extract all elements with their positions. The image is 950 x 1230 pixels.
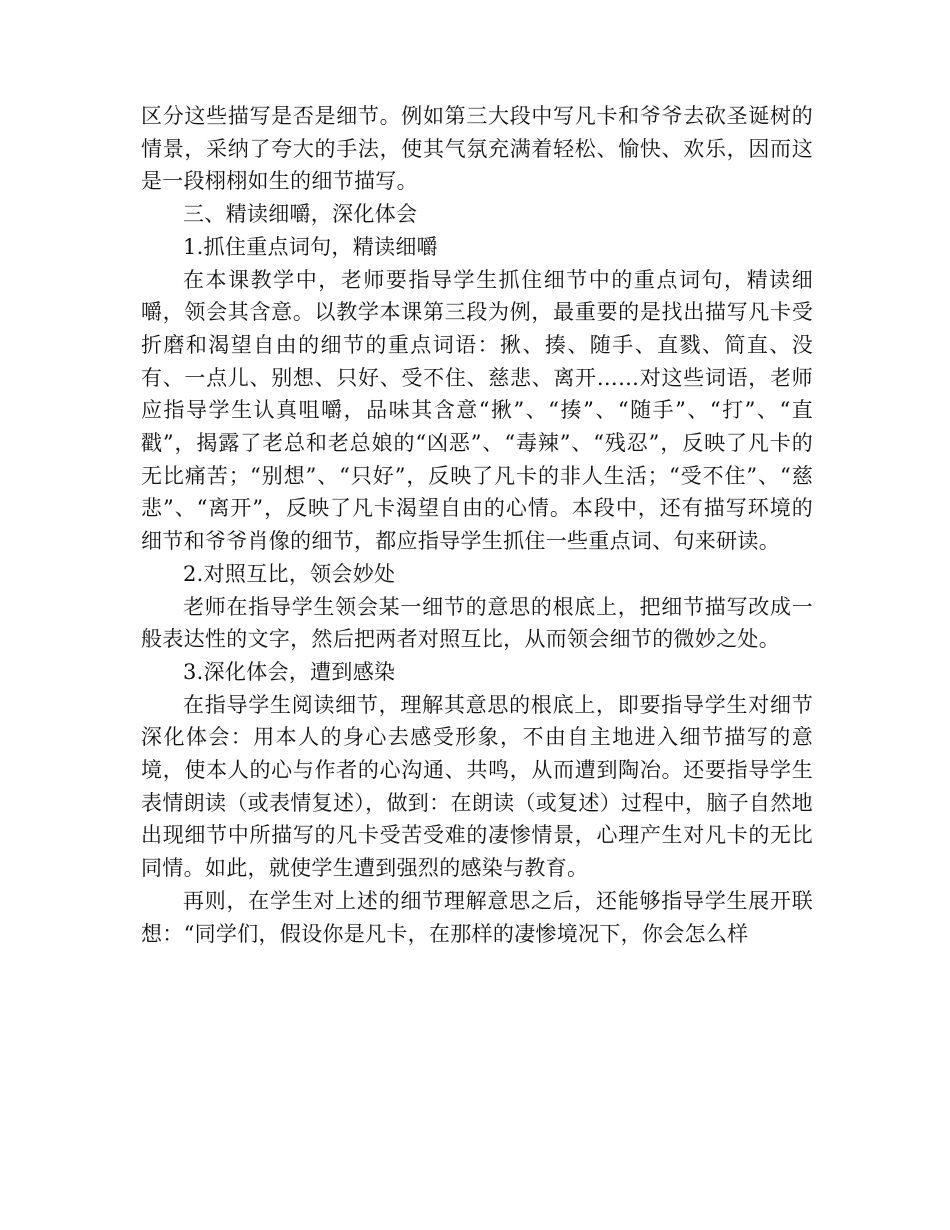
document-page [141,100,813,950]
paragraph-deep-experience: 在指导学生阅读细节，理解其意思的根底上，即要指导学生对细节深化体会：用本人的身心去感受形象，不由自主地进入细节描写的意境，使本人的心与作者的心沟通、共鸣，从而遭到陶冶。还要指导学生表情朗读（或表情复述），做到：在朗读（或复述）过程中，脑子自然地出现细节中所描写的凡卡受苦受难的凄惨情景，心理产生对凡卡的无比同情。如此，就使学生遭到强烈的感染与教育。 [141,692,813,881]
subheading-3: 3.深化体会，遭到感染 [183,659,396,684]
paragraph-comparison: 老师在指导学生领会某一细节的意思的根底上，把细节描写改成一般表达性的文字，然后把两者对照互比，从而领会细节的微妙之处。 [141,594,813,652]
paragraph-key-words: 在本课教学中，老师要指导学生抓住细节中的重点词句，精读细嚼，领会其含意。以教学本课第三段为例，最重要的是找出描写凡卡受折磨和渴望自由的细节的重点词语：揪、揍、随手、直戮、简直、没有、一点儿、别想、只好、受不住、慈悲、离开……对这些词语，老师应指导学生认真咀嚼，品味其含意“揪”、“揍”、“随手”、“打”、“直戳”，揭露了老总和老总娘的“凶恶”、“毒辣”、“残忍”，反映了凡卡的无比痛苦；“别想”、“只好”，反映了凡卡的非人生活；“受不住”、“慈悲”、“离开”，反映了凡卡渴望自由的心情。本段中，还有描写环境的细节和爷爷肖像的细节，都应指导学生抓住一些重点词、句来研读。 [141,267,813,554]
paragraph-intro-continuation: 区分这些描写是否是细节。例如第三大段中写凡卡和爷爷去砍圣诞树的情景，采纳了夸大的手法，使其气氛充满着轻松、愉快、欢乐，因而这是一段栩栩如生的细节描写。 [141,104,813,194]
paragraph-association: 再则，在学生对上述的细节理解意思之后，还能够指导学生展开联想：“同学们，假设你是凡卡，在那样的凄惨境况下，你会怎么样 [141,888,813,946]
subheading-2: 2.对照互比，领会妙处 [183,561,396,586]
subheading-1: 1.抓住重点词句，精读细嚼 [183,234,438,259]
section-heading-3: 三、精读细嚼，深化体会 [183,202,418,227]
